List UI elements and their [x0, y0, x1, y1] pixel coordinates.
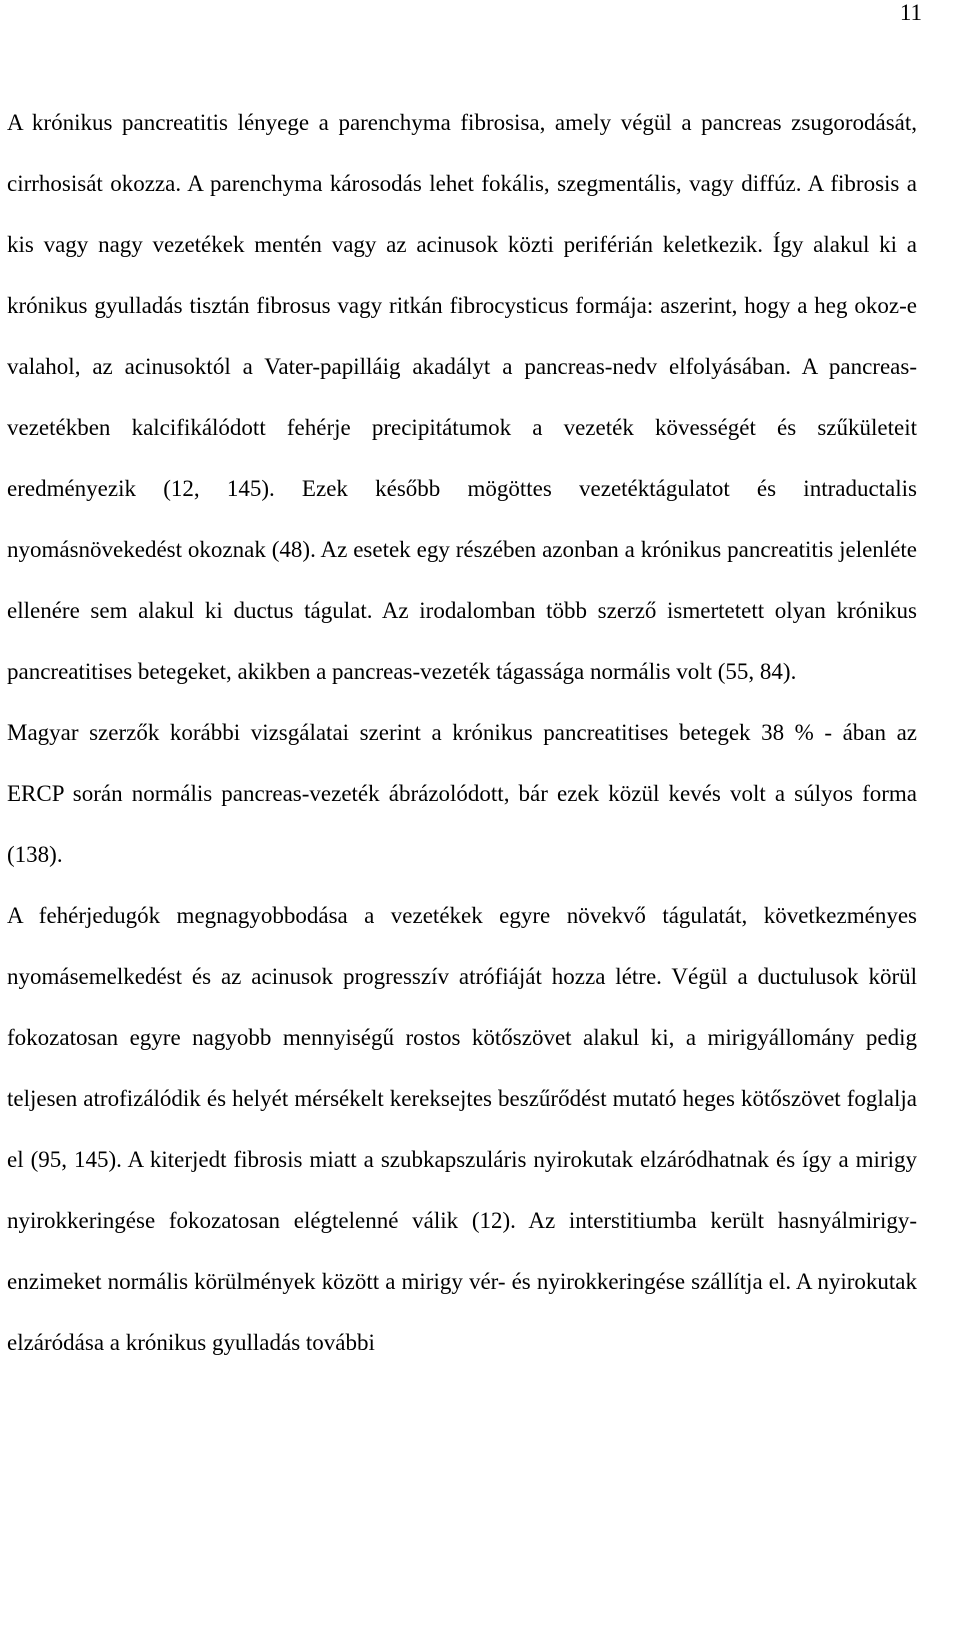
page-number: 11: [899, 0, 922, 25]
paragraph: A fehérjedugók megnagyobbodása a vezetékek egyre növekvő tágulatát, következményes nyomásemelkedést és az acinusok progresszív atrófiáját hozza létre. Végül a ductulusok körül fokozatosan egyre nagyobb mennyiségű rostos kötőszövet alakul ki, a mirigyállomány pedig teljesen atrofizálódik és helyét mérsékelt kereksejtes beszűrődést mutató heges kötőszövet foglalja el (95, 145). A kiterjedt fibrosis miatt a szubkapszuláris nyirokutak elzáródhatnak és így a mirigy nyirokkeringése fokozatosan elégtelenné válik (12). Az interstitiumba került hasnyálmirigy-enzimeket normális körülmények között a mirigy vér- és nyirokkeringése szállítja el. A nyirokutak elzáródása a krónikus gyulladás további: [7, 903, 917, 1355]
paragraph: A krónikus pancreatitis lényege a parenchyma fibrosisa, amely végül a pancreas zsugorodását, cirrhosisát okozza. A parenchyma károsodás lehet fokális, szegmentális, vagy diffúz. A fibrosis a kis vagy nagy vezetékek mentén vagy az acinusok közti periférián keletkezik. Így alakul ki a krónikus gyulladás tisztán fibrosus vagy ritkán fibrocysticus formája: aszerint, hogy a heg okoz-e valahol, az acinusoktól a Vater-papilláig akadályt a pancreas-nedv elfolyásában. A pancreas-vezetékben kalcifikálódott fehérje precipitátumok a vezeték kövességét és szűkületeit eredményezik (12, 145). Ezek később mögöttes vezetéktágulatot és intraductalis nyomásnövekedést okoznak (48). Az esetek egy részében azonban a krónikus pancreatitis jelenléte ellenére sem alakul ki ductus tágulat. Az irodalomban több szerző ismertetett olyan krónikus pancreatitises betegeket, akikben a pancreas-vezeték tágassága normális volt (55, 84).: [7, 110, 917, 684]
body-text: [7, 92, 917, 1373]
paragraph: Magyar szerzők korábbi vizsgálatai szerint a krónikus pancreatitises betegek 38 % - ában az ERCP során normális pancreas-vezeték ábrázolódott, bár ezek közül kevés volt a súlyos forma (138).: [7, 720, 917, 867]
